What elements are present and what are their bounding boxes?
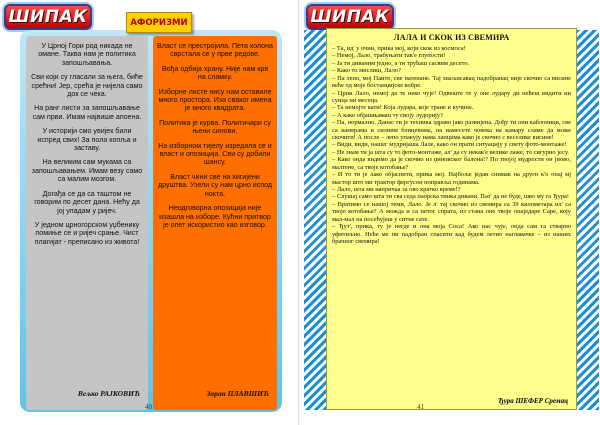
aphorism: На великим сам мукама са запошљавањем. Имам везу само са малим мозгом. xyxy=(31,158,143,184)
sipak-logo xyxy=(306,4,394,30)
story-paragraph: – Лало, шта ми напричаа за ово кратко време!? xyxy=(332,186,461,194)
aphorism-list-left xyxy=(26,42,148,252)
aphorism: Власт чини све на хигијени друштва. Узели су нам црно испод нокта. xyxy=(157,172,273,198)
aphorism: Вођа одбија храну. Није нам крв на сламку. xyxy=(161,64,269,82)
aphorism: У Црној Гори род никада не омане. Таква нам је политика запошљавања. xyxy=(38,42,136,67)
decorative-stripe xyxy=(577,30,599,410)
aphorism: Догађа се да са таштом не говорим по десет дана. Нећу да јој упадам у ријеч. xyxy=(34,189,140,215)
story-body xyxy=(332,45,571,245)
aphorism: На ранг листи за запошљавање сам први. Имам највише апоена. xyxy=(32,104,142,121)
logo-text: ШИПАК xyxy=(8,7,88,27)
story-paragraph: – Немој, Лало, трабуњати так'е глупости! xyxy=(332,52,446,60)
story-paragraph: – Како онда видимо да је скочио из џиновског балона!? По твојој мудрости он јиово, малтене, са твоје котобање? xyxy=(332,156,571,171)
story-paragraph: – Та, ид' у очин, прика мој, који скок из космоса! xyxy=(332,45,466,52)
author-signature: Зоран ПЛАВШИЋ xyxy=(206,389,269,398)
decorative-stripe xyxy=(304,30,326,410)
aphorism: Политика је курва. Политичари су њени синови. xyxy=(159,118,271,136)
sipak-logo xyxy=(4,4,92,30)
story-paragraph: – Како то мислиш, Лало? xyxy=(332,67,401,75)
story-paragraph: – Слушај само шта ти сва седа паорска тинка дивани. Паз' да не буде, шво му га Ђура! xyxy=(332,193,570,201)
aphorism-list-right xyxy=(153,42,277,235)
aphorism: Сви који су гласали за њега, биће срећни! Јер, срећа је нијела само док се чека. xyxy=(31,73,143,99)
section-tag xyxy=(126,12,192,33)
story-paragraph: – Па лепо, мој Паито, све натенане. Тај хваљисавац падобранац није скочио са висине веће од моје бостанџијске кобре. xyxy=(332,74,571,90)
story-box xyxy=(326,28,577,410)
author-signature: Вељко РАЈКОВИЋ xyxy=(77,389,140,398)
story-title: ЛАЛА И СКОК ИЗ СВЕМИРА xyxy=(393,33,510,42)
story-paragraph: – Па, нормално. Данас ти је техника здраво јако развијена. Дођу ти они каблоници, све са камерама и силним блицевима, на намесете човека на камару сламе да може скочити! А после – лепо упакују нама лапцима како је скочио с веселике висине! xyxy=(332,119,571,142)
aphorism-column-left xyxy=(26,36,148,410)
author-signature: Ђура ШЕФЕР Сремац xyxy=(498,397,568,405)
aphorism: У историји смо увијек били испред свих! За пола копља и заставу. xyxy=(37,127,137,153)
aphorism: На изборном тијелу изредала се и власт и опозиција. Сви су добили шансу. xyxy=(158,141,272,167)
section-tag-label: АФОРИЗМИ xyxy=(130,17,188,28)
story-paragraph: – Та немојте кати! Која лудара, које тране и кучине. xyxy=(332,104,474,112)
aphorism-column-right xyxy=(153,36,277,410)
logo-text: ШИПАК xyxy=(310,7,390,27)
story-paragraph: – А како објашњаваш ту своју лудорију? xyxy=(332,111,443,119)
page-number: 40 xyxy=(145,403,152,411)
story-paragraph: – Ја ти диваним једно, а ти трућаш сасвим десето. xyxy=(332,59,470,67)
aphorism: Власт се престројила. Пета колона сврстала се у прве редове. xyxy=(157,42,273,59)
aphorism: У једном црногорском уџбенику помиње се и ријеч срање. Чист плагијат - преписано из живота! xyxy=(34,220,140,246)
story-paragraph: – Види, види, нашег мудријаша Лале, како он прати ситуацију у свету фото-монтаже! xyxy=(332,141,567,149)
story-paragraph: – Не знам ти ја шта су то фото-монтаже, ал' да су некак'е велике лаже, то сигурно јесу. xyxy=(332,148,569,156)
page-number: 41 xyxy=(417,403,424,411)
story-paragraph: – Ђут', прика, ту је негде и она моја Соса! Ако нас чује, онда сам га стварно уфитиљио. Неће ме ни падобран спасити кад будем летио наглавачке – из наших брачног свемира! xyxy=(332,223,571,245)
aphorism: Неодговорна опозиција није изашла на изборе. Кућни притвор је опет искористио као изговор. xyxy=(159,204,271,229)
right-page xyxy=(300,0,600,425)
story-paragraph: – Црни Лало, немој да те неко чује! Одвеште те у оне лудару ди нећеш видити ни сунца ни месеца. xyxy=(332,89,571,104)
story-paragraph: – Вратимо се нашој теми, Лало. Је л' тај скочио из свемира са 39 километара ил' са твоје котобање? А можда и са петог спрата, из стана оне твоје опаједаре Саре, коју мал-мал на посећујеш у ситне сате. xyxy=(332,200,571,223)
aphorism: Изборне листе нису нам оставиле много простора. Иза сваког имена је много квадрата. xyxy=(158,87,272,113)
story-paragraph: – И то ти је лако објаснити, прика мој. Најбоље један снимак на другн к'о онај мј мастор што ми трактор фергусон поправља годинама. xyxy=(332,171,571,186)
